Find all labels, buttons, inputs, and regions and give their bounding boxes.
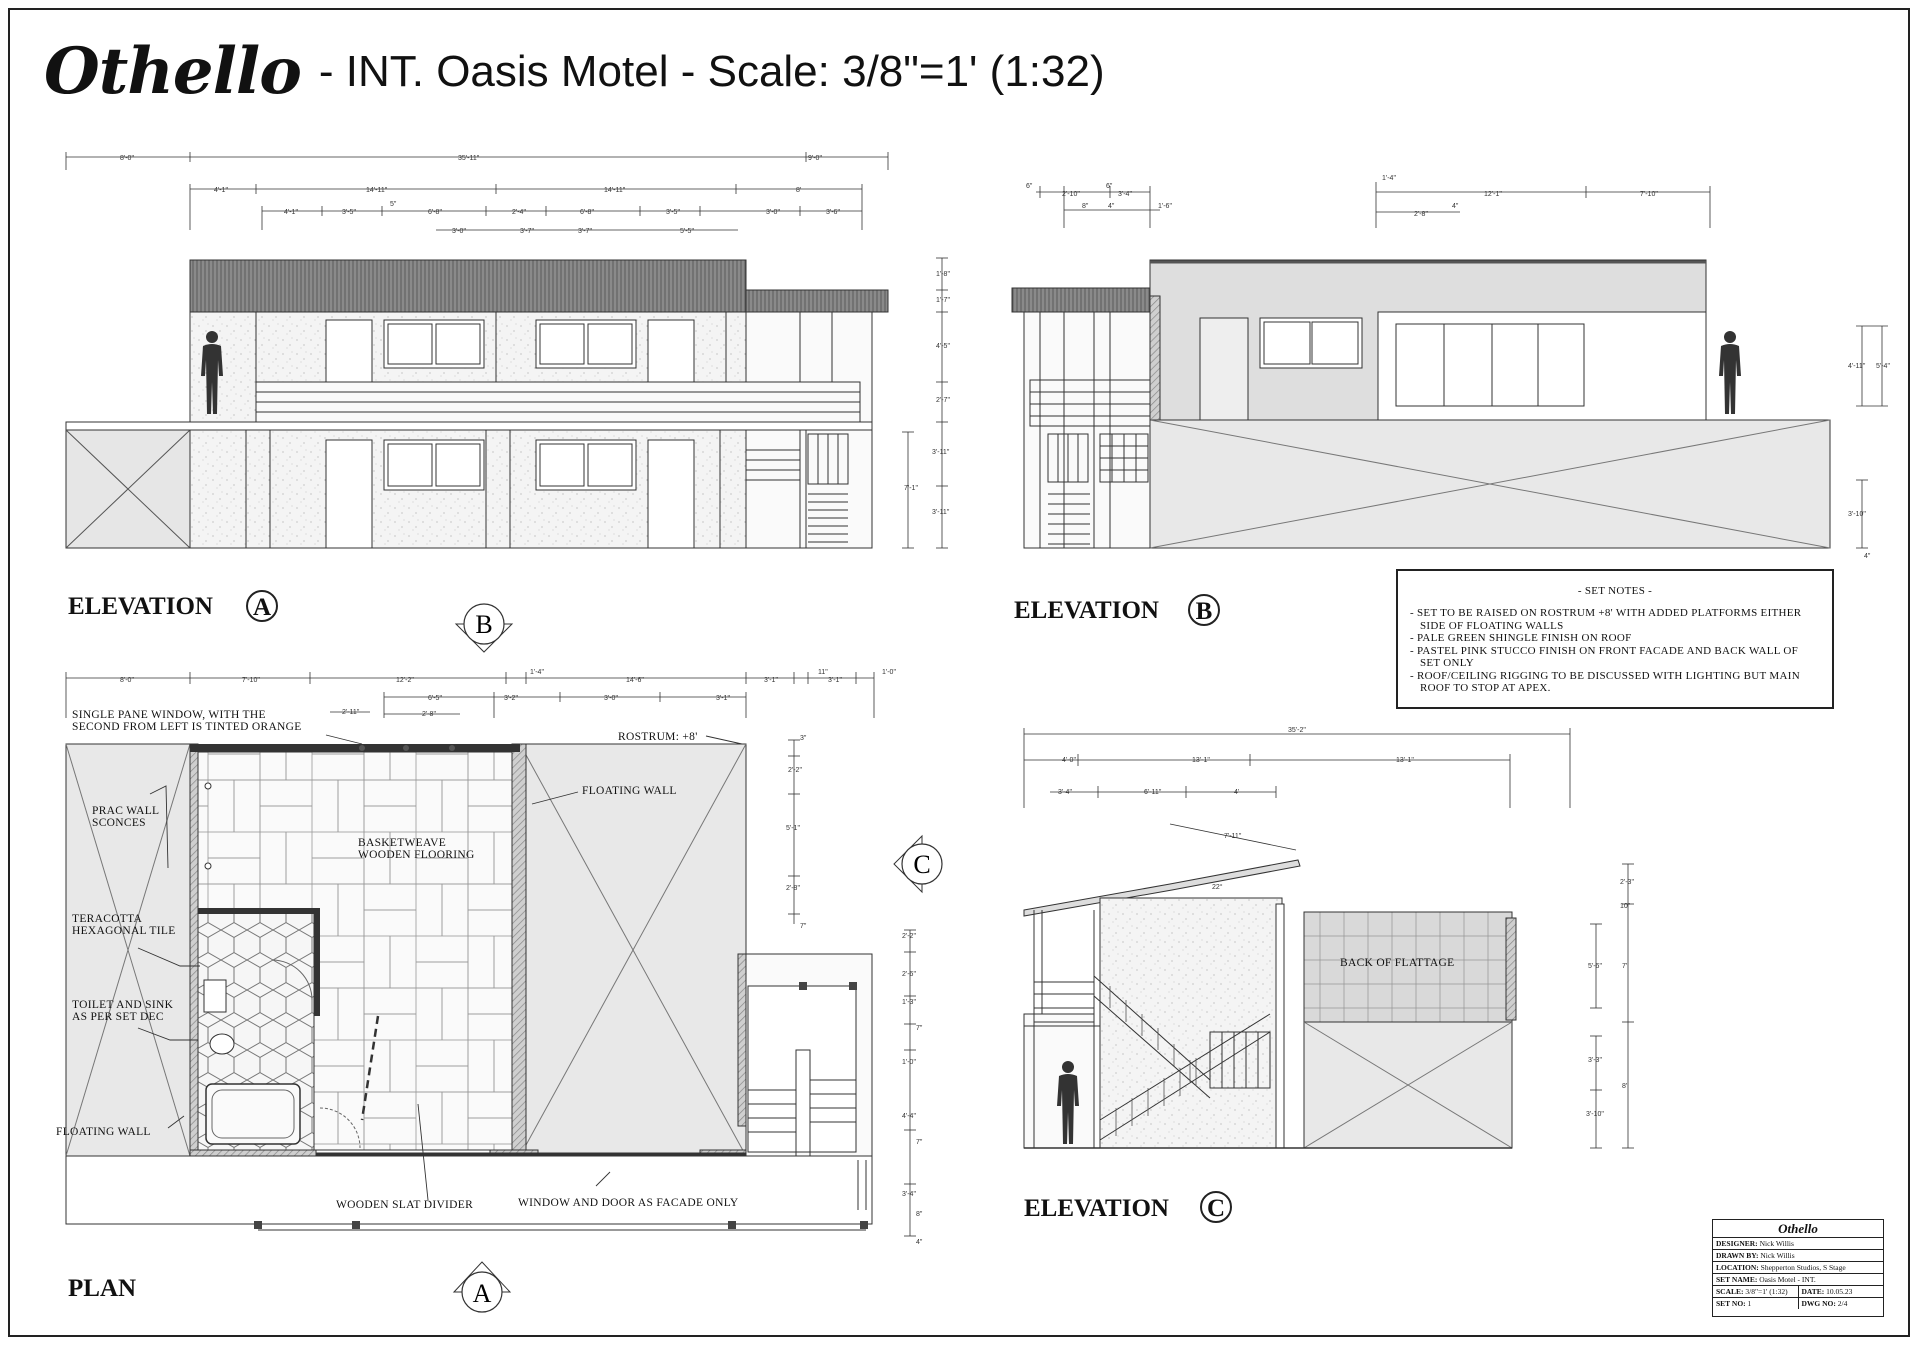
dim-label: 3'-2" [504, 695, 518, 702]
dim-label: 3'-3" [1588, 1057, 1602, 1064]
dim-label: 3'-10" [1586, 1111, 1604, 1118]
dim-label: 9'-0" [808, 155, 822, 162]
elevation-a-label: ELEVATION [68, 593, 213, 620]
production-logo: Othello [44, 34, 301, 109]
dim-label: 7" [916, 1139, 923, 1146]
dim-label: 8'-0" [120, 677, 134, 684]
dim-label: 3'-0" [604, 695, 618, 702]
dim-label: 1'-0" [902, 1059, 916, 1066]
section-marker-a-letter: A [472, 1279, 492, 1308]
elevation-a-drawing [66, 152, 950, 548]
dim-label: 5'-5" [680, 228, 694, 235]
dim-label: 5'-6" [1588, 963, 1602, 970]
dim-label: 3'-0" [452, 228, 466, 235]
dim-label: 3'-4" [1058, 789, 1072, 796]
note-toilet-sink: TOILET AND SINK [72, 999, 174, 1011]
view-marker-letter: C [1206, 1195, 1226, 1222]
dim-label: 2'-7" [936, 397, 950, 404]
note-floating-wall: FLOATING WALL [582, 785, 677, 797]
title-block-location: LOCATION: Shepperton Studios, S Stage [1713, 1262, 1883, 1274]
dim-label: 3'-4" [1118, 191, 1132, 198]
title-block-set-name: SET NAME: Oasis Motel - INT. [1713, 1274, 1883, 1286]
dim-label: 6'-11" [1144, 789, 1162, 796]
note-slat-divider: WOODEN SLAT DIVIDER [336, 1199, 474, 1211]
dim-label: 2'-3" [1620, 879, 1634, 886]
title-block-scale-date: SCALE: 3/8"=1' (1:32) DATE: 10.05.23 [1713, 1286, 1883, 1298]
dim-label: 7'-1" [904, 485, 918, 492]
dim-label: 7" [916, 1025, 923, 1032]
note-prac-sconces: PRAC WALL [92, 805, 160, 817]
dim-label: 3'-5" [666, 209, 680, 216]
dim-label: 7'-11" [1224, 833, 1242, 840]
dim-label: 22° [1212, 884, 1223, 891]
note-flooring: BASKETWEAVE [358, 837, 447, 849]
dim-label: 3'-1" [716, 695, 730, 702]
title-block-logo: Othello [1713, 1220, 1883, 1238]
dim-label: 2'-10" [1062, 191, 1080, 198]
dim-label: 2'-8" [1414, 211, 1428, 218]
dim-label: 2'-11" [342, 709, 360, 716]
set-note-item: - PASTEL PINK STUCCO FINISH ON FRONT FACADE AND BACK WALL OF SET ONLY [1410, 644, 1799, 669]
set-notes-list [1398, 607, 1832, 695]
title-block-designer: DESIGNER: Nick Willis [1713, 1238, 1883, 1250]
dim-label: 4'-1" [214, 187, 228, 194]
dim-label: 3'-7" [578, 228, 592, 235]
dim-label: 4' [1234, 789, 1240, 796]
dim-label: 8'-0" [120, 155, 134, 162]
section-marker-b-letter: B [475, 610, 493, 639]
note-single-pane: SECOND FROM LEFT IS TINTED ORANGE [72, 721, 302, 733]
plan-label: PLAN [68, 1275, 137, 1302]
set-note-item: - PALE GREEN SHINGLE FINISH ON ROOF [1410, 632, 1632, 644]
set-notes-heading: - SET NOTES - [1577, 585, 1653, 597]
dim-label: 2'-2" [788, 767, 802, 774]
dim-label: 11" [818, 669, 828, 676]
plan-drawing [66, 669, 923, 1246]
dim-label: 3" [800, 735, 807, 742]
dim-label: 7' [1622, 963, 1628, 970]
dim-label: 3'-4" [902, 1191, 916, 1198]
dim-label: 35'-11" [458, 155, 480, 162]
dim-label: 3'-10" [1848, 511, 1866, 518]
dim-label: 5" [390, 201, 397, 208]
dim-label: 3'-11" [932, 509, 950, 516]
dim-label: 4'-1" [284, 209, 298, 216]
dim-label: 7" [800, 923, 807, 930]
dim-label: 5'-1" [786, 825, 800, 832]
dim-label: 4'-11" [1848, 363, 1866, 370]
note-facade: WINDOW AND DOOR AS FACADE ONLY [518, 1197, 739, 1209]
dim-label: 13'-1" [1192, 757, 1210, 764]
dim-label: 3'-0" [766, 209, 780, 216]
dim-label: 35'-2" [1288, 727, 1306, 734]
note-rostrum: ROSTRUM: +8' [618, 731, 698, 743]
section-marker-c-letter: C [913, 850, 931, 879]
dim-label: 12'-1" [1484, 191, 1502, 198]
dim-label: 4'-0" [1062, 757, 1076, 764]
dim-label: 12'-2" [396, 677, 414, 684]
note-single-pane: SINGLE PANE WINDOW, WITH THE [72, 709, 266, 721]
dim-label: 1'-7" [936, 297, 950, 304]
note-toilet-sink: AS PER SET DEC [72, 1011, 164, 1023]
dim-label: 3'-6" [826, 209, 840, 216]
note-floating-wall: FLOATING WALL [56, 1126, 151, 1138]
dim-label: 14'-11" [604, 187, 626, 194]
dim-label: 1'-6" [1158, 203, 1172, 210]
view-marker-letter: A [252, 594, 272, 621]
dim-label: 6'-5" [428, 695, 442, 702]
title-block-drawn-by: DRAWN BY: Nick Willis [1713, 1250, 1883, 1262]
note-flattage: BACK OF FLATTAGE [1340, 957, 1455, 969]
dim-label: 1'-3" [902, 999, 916, 1006]
dim-label: 4" [1452, 203, 1459, 210]
dim-label: 2'-2" [902, 933, 916, 940]
set-notes [1396, 569, 1834, 709]
note-prac-sconces: SCONCES [92, 817, 146, 829]
dim-label: 1'-8" [936, 271, 950, 278]
title-block [1712, 1219, 1884, 1317]
dim-label: 4" [1108, 203, 1115, 210]
dim-label: 13'-1" [1396, 757, 1414, 764]
dim-label: 2'-4" [512, 209, 526, 216]
dim-label: 3'-11" [932, 449, 950, 456]
dim-label: 3'-1" [828, 677, 842, 684]
set-note-item: - ROOF/CEILING RIGGING TO BE DISCUSSED WITH LIGHTING BUT MAIN ROOF TO STOP AT APEX. [1410, 669, 1800, 694]
title-block-set-dwg: SET NO: 1 DWG NO: 2/4 [1713, 1298, 1883, 1309]
dim-label: 6" [1106, 183, 1113, 190]
dim-label: 2'-6" [902, 971, 916, 978]
set-note-item: - SET TO BE RAISED ON ROSTRUM +8' WITH ADDED PLATFORMS EITHER SIDE OF FLOATING WALLS [1410, 607, 1802, 632]
dim-label: 8" [1082, 203, 1089, 210]
view-marker-letter: B [1195, 598, 1213, 625]
dim-label: 4" [916, 1239, 923, 1246]
dim-label: 3'-5" [342, 209, 356, 216]
elevation-c-label: ELEVATION [1024, 1195, 1169, 1222]
note-hex-tile: HEXAGONAL TILE [72, 925, 176, 937]
dim-label: 3'-7" [520, 228, 534, 235]
dim-label: 14'-11" [366, 187, 388, 194]
dim-label: 4'-4" [902, 1113, 916, 1120]
dim-label: 3'-1" [764, 677, 778, 684]
sheet-subtitle: - INT. Oasis Motel - Scale: 3/8"=1' (1:32) [318, 46, 1105, 96]
dim-label: 7'-10" [242, 677, 260, 684]
note-flooring: WOODEN FLOORING [358, 849, 475, 861]
note-hex-tile: TERACOTTA [72, 913, 143, 925]
dim-label: 14'-6" [626, 677, 644, 684]
dim-label: 6" [1026, 183, 1033, 190]
dim-label: 8' [1622, 1083, 1628, 1090]
dim-label: 4" [1864, 553, 1871, 560]
dim-label: 4'-5" [936, 343, 950, 350]
dim-label: 1'-4" [1382, 175, 1396, 182]
elevation-b-drawing [1012, 175, 1890, 560]
dim-label: 1'-4" [530, 669, 544, 676]
dim-label: 8' [796, 187, 802, 194]
dim-label: 2'-8" [422, 711, 436, 718]
dim-label: 1'-0" [882, 669, 896, 676]
dim-label: 8" [916, 1211, 923, 1218]
dim-label: 6'-8" [580, 209, 594, 216]
dim-label: 5'-4" [1876, 363, 1890, 370]
dim-label: 2'-8" [786, 885, 800, 892]
dim-label: 6'-8" [428, 209, 442, 216]
dim-label: 7'-10" [1640, 191, 1658, 198]
elevation-c-drawing [1024, 727, 1634, 1148]
elevation-b-label: ELEVATION [1014, 597, 1159, 624]
dim-label: 10" [1620, 903, 1631, 910]
